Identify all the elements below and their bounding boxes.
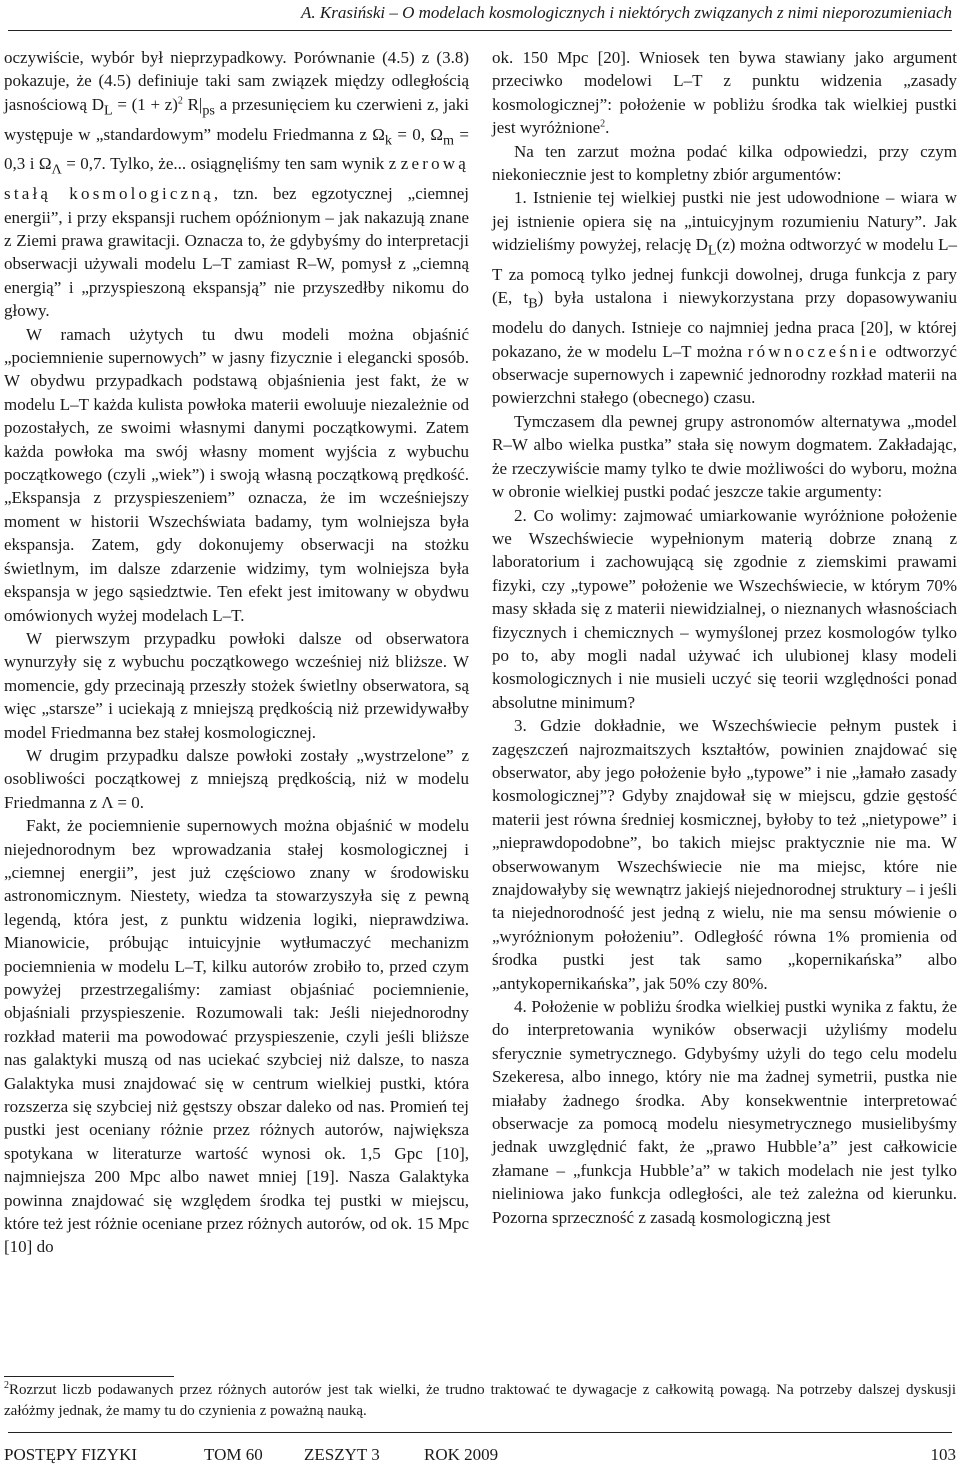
running-title: A. Krasiński – O modelach kosmologicznych i niektórych związanych z nimi nieporozumieniach [301, 3, 952, 22]
paragraph: Na ten zarzut można podać kilka odpowiedzi, przy czym niekoniecznie jest to kompletny zbiór argumentów: [492, 141, 957, 185]
footnote-rule [4, 1376, 174, 1377]
paragraph: Fakt, że pociemnienie supernowych można objaśnić w modelu niejednorodnym bez wprowadzania stałej kosmologicznej i „ciemnej energii”, jest już częściowo znany w środowisku astronomicznym. Niestety, wiedza ta stowarzyszyła się z pewną legendą, która jest, z punktu widzenia logiki, nieprawdziwa. Mianowicie, próbując intuicyjnie wytłumaczyć mechanizm pociemnienia w modelu L–T, kilku autorów zrobiło to, przed czym powyżej przestrzegaliśmy: zamiast objaśniać pociemnienie, objaśniali przyspieszenie. Rozumowali tak: Jeśli niejednorodny rozkład materii ma powodować przyspieszenie, czyli jeśli bliższe nas galaktyki muszą od nas uciekać szybciej niż dalsze, to nasza Galaktyka musi znajdować się w centrum wielkiej pustki, która rozszerza się szybciej niż gęstszy obszar daleko od nas. Promień tej pustki jest oceniany różnie przez różnych autorów, największa spotykana w literaturze wartość wynosi ok. 1,5 Gpc [10], najmniejsza 200 Mpc albo nawet mniej [19]. Nasza Galaktyka powinna znajdować się względem środka tej pustki w miejscu, które też jest różnie oceniane przez różnych autorów, od ok. 15 Mpc [10] do [4, 816, 469, 1257]
footnote-text: Rozrzut liczb podawanych przez różnych autorów jest tak wielki, że trudno traktować te dywagacje z całkowitą powagą. Na potrzeby dalszej dyskusji załóżmy jednak, że mamy tu do czynienia z poważną nauką. [4, 1382, 956, 1419]
issue-label: ZESZYT 3 [304, 1445, 380, 1464]
list-item: 4. Położenie w pobliżu środka wielkiej pustki wynika z faktu, że do interpretowania wyników obserwacji użyliśmy modelu sferycznie symetrycznego. Gdybyśmy użyli do tego celu modelu Szekeresa, albo innego, który nie ma żadnej symetrii, pustka nie miałaby żadnego środka. Aby konsekwentnie interpretować obserwacje za pomocą modelu niesymetrycznego musielibyśmy jednak uwzględnić fakt, że „prawo Hubble’a” jest całkowicie złamane – „funkcja Hubble’a” w takich modelach nie jest tylko nieliniowa jako funkcja odległości, ale też zależna od kierunku. Pozorna sprzeczność z zasadą kosmologiczną jest [492, 997, 957, 1227]
paragraph: ok. 150 Mpc [20]. Wniosek ten bywa stawiany jako argument przeciwko modelowi L–T z punktu widzenia „zasady kosmologicznej”: położenie w pobliżu środka tak wielkiej pustki jest wyróżnione$^2$. [492, 48, 957, 138]
right-column [492, 46, 957, 1229]
footer-rule [8, 1432, 952, 1433]
paragraph: Tymczasem dla pewnej grupy astronomów alternatywa „model R–W albo wielka pustka” stała się nowym dogmatem. Zakładając, że rzeczywiście mamy tylko te dwie możliwości do wyboru, można w obronie wielkiej pustki podać jeszcze takie argumenty: [492, 411, 957, 502]
paragraph: W drugim przypadku dalsze powłoki zostały „wystrzelone” z osobliwości początkowej z mniejszą prędkością, niż w modelu Friedmanna z Λ = 0. [4, 745, 469, 812]
volume-label: TOM 60 [204, 1445, 263, 1464]
footnote-ref: 2 [600, 118, 606, 130]
list-item: 3. Gdzie dokładnie, we Wszechświecie pełnym pustek i zagęszczeń najrozmaitszych kształtów, powinien znajdować się obserwator, aby jego położenie było „typowe” i nie „łamało zasady kosmologicznej”? Gdyby znajdował się w miejscu, gdzie gęstość materii jest równa średniej kosmicznej, byłoby to też „nietypowe” i „nieprawdopodobne”, bo takich miejsc praktycznie nie ma. W obserwowanym Wszechświecie nie ma miejsc, które nie znajdowałyby się wewnątrz jakiejś niejednorodnej struktury – i jeśli ta niejednorodność jest jedną z wielu, nie ma sensu mówienie o „wyróżnionym położeniu”. Odległość równa 1% promienia od środka pustki jest tak samo „kopernikańska” albo „antykopernikańska”, jak 50% czy 80%. [492, 716, 957, 993]
list-item: 1. Istnienie tej wielkiej pustki nie jest udowodnione – wiara w jej istnienie opiera się na „intuicyjnym rozumieniu Natury”. Jak widzieliśmy powyżej, relację $D_L(z)$ można odtworzyć w modelu L–T za pomocą tylko jednej funkcji dowolnej, druga funkcja z pary (E, $t_B$) była ustalona i niewykorzystana przy dopasowywaniu modelu do danych. Istnieje co najmniej jedna praca [20], w której pokazano, że w modelu L–T można równocześnie odtworzyć obserwacje supernowych i zapewnić jednorodny rozkład materii na powierzchni stałego (obecnego) czasu. [492, 188, 957, 408]
list-item: 2. Co wolimy: zajmować umiarkowanie wyróżnione położenie we Wszechświecie wypełnionym materią dobrze znaną z laboratorium i zachowującą się zgodnie z ziemskimi prawami fizyki, czy „typowe” położenie we Wszechświecie, w którym 70% masy składa się z materii niewidzialnej, o nieznanych własnościach fizycznych i chemicznych – wymyślonej przez kosmologów tylko po to, aby mogli nadal używać ich ulubionej klasy modeli kosmologicznych i nie musieli uczyć się teorii względności ponad absolutne minimum? [492, 505, 957, 712]
footnote [4, 1380, 956, 1422]
journal-name: POSTĘPY FIZYKI [4, 1445, 138, 1464]
left-column [4, 46, 469, 1259]
page-number: 103 [930, 1445, 956, 1464]
year-label: ROK 2009 [424, 1445, 499, 1464]
paragraph: W pierwszym przypadku powłoki dalsze od obserwatora wynurzyły się z wybuchu początkowego wcześniej niż bliższe. W momencie, gdy przecinają przeszły stożek świetlny obserwatora, są więc „starsze” i uciekają z mniejszą prędkością niż przewidywałby model Friedmanna bez stałej kosmologicznej. [4, 628, 469, 742]
header-rule [8, 30, 952, 31]
paragraph: oczywiście, wybór był nieprzypadkowy. Porównanie (4.5) z (3.8) pokazuje, że (4.5) definiuje taki sam związek między odległością jasnościową $D_L = (1 + z)^2$ $R|_{ps}$ a przesunięciem ku czerwieni z, jaki występuje w „standardowym” modelu Friedmanna z $\Omega_k = 0$, $\Omega_m = 0,3$ i $\Omega_\Lambda = 0,7$. Tylko, że... osiągnęliśmy ten sam wynik z zerową stałą kosmologiczną, tzn. bez egzotycznej „ciemnej energii”, i przy ekspansji ruchem opóźnionym – jak nakazują znane z Ziemi prawa grawitacji. Oznacza to, że gdybyśmy do interpretacji obserwacji używali modelu L–T zamiast R–W, pomysł z „ciemną energią” i „przyspieszoną ekspansją” nie przyszedłby nikomu do głowy. [4, 48, 470, 321]
paragraph: W ramach użytych tu dwu modeli można objaśnić „pociemnienie supernowych” w jasny fizycznie i elegancki sposób. W obydwu przypadkach podstawą objaśnienia jest fakt, że w modelu L–T każda kulista powłoka materii ewoluuje niezależnie od pozostałych, ze swoimi własnymi danymi początkowymi. Zatem każda powłoka ma swój własny moment wyjścia z wybuchu początkowego (czyli „wiek”) i swoją własną początkową prędkość. „Ekspansja z przyspieszeniem” oznacza, że im wcześniejszy moment w historii Wszechświata badamy, tym wolniejsza była ekspansja. Zatem, gdy dokonujemy obserwacji na stożku świetlnym, im dalsze zdarzenie widzimy, tym wolniejsza była ekspansja w jego sąsiedztwie. Ten efekt jest imitowany w obydwu omówionych wyżej modelach L–T. [4, 324, 469, 625]
footnote-mark: 2 [4, 1380, 9, 1391]
